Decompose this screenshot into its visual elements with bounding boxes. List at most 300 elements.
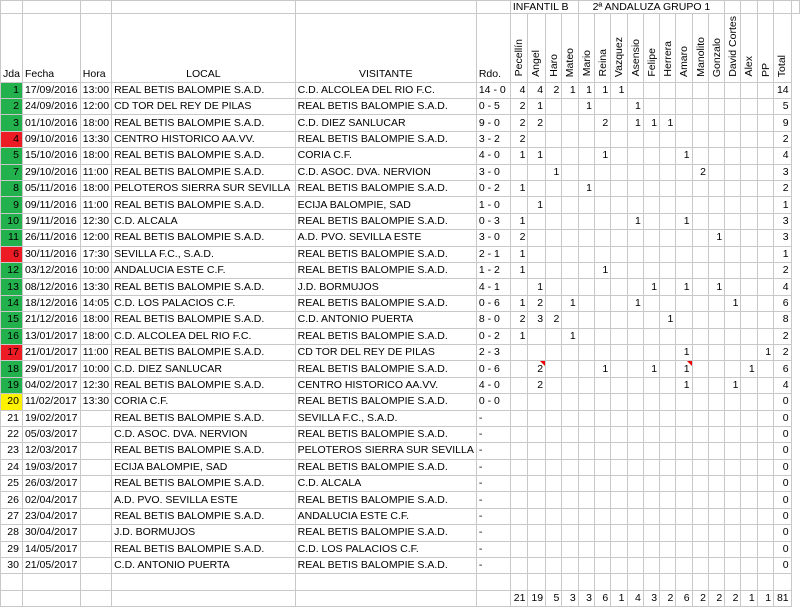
goal-cell[interactable] [643, 344, 659, 360]
jda-cell[interactable]: 19 [1, 377, 23, 393]
goal-cell[interactable] [594, 328, 610, 344]
jda-cell[interactable]: 23 [1, 443, 23, 459]
goal-cell[interactable] [562, 99, 578, 115]
visitante-cell[interactable]: REAL BETIS BALOMPIE S.A.D. [295, 181, 476, 197]
empty-cell[interactable] [476, 574, 510, 590]
header-rdo[interactable]: Rdo. [476, 14, 510, 83]
goal-cell[interactable] [562, 558, 578, 574]
goal-cell[interactable] [725, 213, 741, 229]
goal-cell[interactable]: 4 [528, 82, 546, 98]
jda-cell[interactable]: 4 [1, 131, 23, 147]
local-cell[interactable]: A.D. PVO. SEVILLA ESTE [112, 492, 296, 508]
goal-cell[interactable] [757, 525, 773, 541]
visitante-cell[interactable]: CORIA C.F. [295, 148, 476, 164]
header-visitante[interactable]: VISITANTE [295, 14, 476, 83]
goal-cell[interactable] [708, 344, 724, 360]
hora-cell[interactable]: 18:00 [80, 115, 111, 131]
goal-cell[interactable] [578, 492, 594, 508]
goal-cell[interactable] [676, 164, 692, 180]
goal-cell[interactable] [741, 312, 757, 328]
goal-cell[interactable] [594, 443, 610, 459]
goal-cell[interactable] [611, 115, 627, 131]
local-cell[interactable]: C.D. DIEZ SANLUCAR [112, 361, 296, 377]
player-total-cell[interactable]: 1 [611, 590, 627, 606]
goal-cell[interactable] [708, 148, 724, 164]
total-cell[interactable]: 0 [774, 492, 792, 508]
hora-cell[interactable]: 17:30 [80, 246, 111, 262]
goal-cell[interactable] [676, 246, 692, 262]
goal-cell[interactable] [660, 459, 676, 475]
goal-cell[interactable] [627, 426, 643, 442]
goal-cell[interactable] [725, 230, 741, 246]
player-total-cell[interactable]: 2 [660, 590, 676, 606]
visitante-cell[interactable]: REAL BETIS BALOMPIE S.A.D. [295, 361, 476, 377]
goal-cell[interactable] [578, 377, 594, 393]
goal-cell[interactable] [660, 164, 676, 180]
goal-cell[interactable] [546, 131, 562, 147]
visitante-cell[interactable]: C.D. DIEZ SANLUCAR [295, 115, 476, 131]
goal-cell[interactable] [528, 131, 546, 147]
total-cell[interactable]: 0 [774, 476, 792, 492]
goal-cell[interactable] [594, 492, 610, 508]
hora-cell[interactable]: 12:00 [80, 99, 111, 115]
player-total-cell[interactable]: 1 [741, 590, 757, 606]
goal-cell[interactable] [708, 492, 724, 508]
goal-cell[interactable] [708, 377, 724, 393]
goal-cell[interactable] [676, 492, 692, 508]
goal-cell[interactable]: 1 [676, 344, 692, 360]
goal-cell[interactable]: 1 [627, 295, 643, 311]
total-cell[interactable]: 0 [774, 443, 792, 459]
header-total[interactable] [774, 14, 792, 83]
goal-cell[interactable] [562, 263, 578, 279]
jda-cell[interactable]: 17 [1, 344, 23, 360]
goal-cell[interactable] [510, 492, 528, 508]
goal-cell[interactable] [611, 361, 627, 377]
fecha-cell[interactable]: 08/12/2016 [22, 279, 80, 295]
hora-cell[interactable] [80, 410, 111, 426]
player-total-cell[interactable]: 2 [708, 590, 724, 606]
goal-cell[interactable] [692, 525, 708, 541]
goal-cell[interactable]: 1 [676, 148, 692, 164]
goal-cell[interactable] [627, 312, 643, 328]
goal-cell[interactable] [725, 459, 741, 475]
goal-cell[interactable] [627, 361, 643, 377]
goal-cell[interactable] [757, 426, 773, 442]
visitante-cell[interactable]: REAL BETIS BALOMPIE S.A.D. [295, 525, 476, 541]
goal-cell[interactable] [562, 213, 578, 229]
goal-cell[interactable] [643, 476, 659, 492]
header-player[interactable] [594, 14, 610, 83]
goal-cell[interactable] [757, 558, 773, 574]
goal-cell[interactable]: 4 [510, 82, 528, 98]
visitante-cell[interactable]: C.D. ALCALA [295, 476, 476, 492]
goal-cell[interactable] [594, 197, 610, 213]
goal-cell[interactable] [528, 246, 546, 262]
goal-cell[interactable] [660, 263, 676, 279]
goal-cell[interactable] [562, 312, 578, 328]
goal-cell[interactable] [611, 377, 627, 393]
empty-cell[interactable] [611, 574, 627, 590]
header-player[interactable] [546, 14, 562, 83]
goal-cell[interactable] [643, 377, 659, 393]
goal-cell[interactable] [627, 164, 643, 180]
goal-cell[interactable] [546, 443, 562, 459]
goal-cell[interactable]: 1 [528, 279, 546, 295]
header-player[interactable] [627, 14, 643, 83]
empty-cell[interactable] [774, 574, 792, 590]
goal-cell[interactable]: 1 [708, 279, 724, 295]
visitante-cell[interactable]: REAL BETIS BALOMPIE S.A.D. [295, 328, 476, 344]
empty-cell[interactable] [510, 574, 528, 590]
goal-cell[interactable] [578, 459, 594, 475]
goal-cell[interactable] [676, 312, 692, 328]
fecha-cell[interactable]: 15/10/2016 [22, 148, 80, 164]
goal-cell[interactable] [741, 328, 757, 344]
goal-cell[interactable] [757, 361, 773, 377]
goal-cell[interactable] [627, 82, 643, 98]
goal-cell[interactable]: 1 [676, 279, 692, 295]
goal-cell[interactable] [528, 394, 546, 410]
goal-cell[interactable] [692, 99, 708, 115]
goal-cell[interactable] [741, 443, 757, 459]
visitante-cell[interactable]: ANDALUCIA ESTE C.F. [295, 508, 476, 524]
goal-cell[interactable] [725, 361, 741, 377]
jda-cell[interactable]: 10 [1, 213, 23, 229]
goal-cell[interactable] [708, 508, 724, 524]
empty-cell[interactable] [725, 1, 741, 14]
goal-cell[interactable] [741, 263, 757, 279]
fecha-cell[interactable]: 30/11/2016 [22, 246, 80, 262]
goal-cell[interactable] [676, 99, 692, 115]
empty-cell[interactable] [757, 1, 773, 14]
total-cell[interactable]: 2 [774, 181, 792, 197]
goal-cell[interactable] [578, 541, 594, 557]
rdo-cell[interactable]: 0 - 2 [476, 328, 510, 344]
goal-cell[interactable] [643, 558, 659, 574]
header-player[interactable] [708, 14, 724, 83]
total-cell[interactable]: 6 [774, 361, 792, 377]
goal-cell[interactable] [757, 459, 773, 475]
goal-cell[interactable]: 1 [660, 115, 676, 131]
empty-cell[interactable] [708, 574, 724, 590]
total-cell[interactable]: 14 [774, 82, 792, 98]
jda-cell[interactable]: 18 [1, 361, 23, 377]
goal-cell[interactable] [692, 426, 708, 442]
goal-cell[interactable] [562, 508, 578, 524]
empty-cell[interactable] [295, 574, 476, 590]
local-cell[interactable]: CD TOR DEL REY DE PILAS [112, 99, 296, 115]
goal-cell[interactable] [708, 558, 724, 574]
goal-cell[interactable]: 1 [528, 99, 546, 115]
hora-cell[interactable]: 13:30 [80, 131, 111, 147]
local-cell[interactable]: REAL BETIS BALOMPIE S.A.D. [112, 148, 296, 164]
goal-cell[interactable] [562, 148, 578, 164]
goal-cell[interactable] [660, 82, 676, 98]
goal-cell[interactable] [510, 476, 528, 492]
goal-cell[interactable]: 1 [708, 230, 724, 246]
fecha-cell[interactable]: 04/02/2017 [22, 377, 80, 393]
goal-cell[interactable] [510, 197, 528, 213]
goal-cell[interactable] [562, 377, 578, 393]
goal-cell[interactable] [611, 394, 627, 410]
goal-cell[interactable] [757, 295, 773, 311]
hora-cell[interactable]: 18:00 [80, 328, 111, 344]
goal-cell[interactable] [627, 279, 643, 295]
goal-cell[interactable] [741, 558, 757, 574]
rdo-cell[interactable]: 0 - 6 [476, 361, 510, 377]
local-cell[interactable]: REAL BETIS BALOMPIE S.A.D. [112, 279, 296, 295]
visitante-cell[interactable]: REAL BETIS BALOMPIE S.A.D. [295, 213, 476, 229]
goal-cell[interactable] [578, 131, 594, 147]
fecha-cell[interactable]: 21/01/2017 [22, 344, 80, 360]
goal-cell[interactable] [708, 541, 724, 557]
rdo-cell[interactable]: 9 - 0 [476, 115, 510, 131]
goal-cell[interactable] [528, 541, 546, 557]
goal-cell[interactable] [757, 115, 773, 131]
goal-cell[interactable] [660, 476, 676, 492]
goal-cell[interactable] [725, 410, 741, 426]
goal-cell[interactable] [692, 230, 708, 246]
goal-cell[interactable] [627, 508, 643, 524]
goal-cell[interactable] [741, 246, 757, 262]
goal-cell[interactable] [611, 99, 627, 115]
goal-cell[interactable] [741, 492, 757, 508]
goal-cell[interactable] [594, 246, 610, 262]
goal-cell[interactable] [725, 82, 741, 98]
goal-cell[interactable] [594, 476, 610, 492]
goal-cell[interactable] [757, 82, 773, 98]
visitante-cell[interactable]: C.D. ASOC. DVA. NERVION [295, 164, 476, 180]
hora-cell[interactable]: 10:00 [80, 263, 111, 279]
goal-cell[interactable] [643, 131, 659, 147]
rdo-cell[interactable]: 4 - 1 [476, 279, 510, 295]
hora-cell[interactable]: 14:05 [80, 295, 111, 311]
goal-cell[interactable] [578, 197, 594, 213]
goal-cell[interactable]: 1 [660, 312, 676, 328]
goal-cell[interactable] [741, 377, 757, 393]
goal-cell[interactable] [676, 131, 692, 147]
goal-cell[interactable] [578, 361, 594, 377]
goal-cell[interactable] [594, 181, 610, 197]
visitante-cell[interactable]: C.D. ANTONIO PUERTA [295, 312, 476, 328]
jda-cell[interactable]: 13 [1, 279, 23, 295]
fecha-cell[interactable]: 19/11/2016 [22, 213, 80, 229]
goal-cell[interactable] [692, 312, 708, 328]
goal-cell[interactable] [562, 164, 578, 180]
goal-cell[interactable] [741, 394, 757, 410]
goal-cell[interactable]: 1 [510, 246, 528, 262]
goal-cell[interactable] [757, 312, 773, 328]
goal-cell[interactable] [562, 115, 578, 131]
goal-cell[interactable] [594, 131, 610, 147]
goal-cell[interactable] [528, 344, 546, 360]
goal-cell[interactable] [578, 312, 594, 328]
goal-cell[interactable] [757, 246, 773, 262]
header-player[interactable] [757, 14, 773, 83]
goal-cell[interactable] [757, 230, 773, 246]
goal-cell[interactable] [660, 279, 676, 295]
fecha-cell[interactable]: 02/04/2017 [22, 492, 80, 508]
goal-cell[interactable] [594, 99, 610, 115]
goal-cell[interactable] [562, 426, 578, 442]
goal-cell[interactable] [546, 525, 562, 541]
goal-cell[interactable] [643, 197, 659, 213]
player-total-cell[interactable]: 3 [562, 590, 578, 606]
hora-cell[interactable] [80, 525, 111, 541]
goal-cell[interactable] [528, 263, 546, 279]
goal-cell[interactable] [757, 213, 773, 229]
goal-cell[interactable] [643, 426, 659, 442]
goal-cell[interactable] [643, 328, 659, 344]
goal-cell[interactable] [676, 459, 692, 475]
goal-cell[interactable] [528, 492, 546, 508]
header-player[interactable] [741, 14, 757, 83]
rdo-cell[interactable]: 3 - 0 [476, 164, 510, 180]
local-cell[interactable]: REAL BETIS BALOMPIE S.A.D. [112, 541, 296, 557]
visitante-cell[interactable]: REAL BETIS BALOMPIE S.A.D. [295, 426, 476, 442]
goal-cell[interactable] [708, 263, 724, 279]
visitante-cell[interactable]: REAL BETIS BALOMPIE S.A.D. [295, 459, 476, 475]
player-total-cell[interactable]: 2 [725, 590, 741, 606]
hora-cell[interactable]: 18:00 [80, 312, 111, 328]
goal-cell[interactable] [643, 295, 659, 311]
goal-cell[interactable]: 2 [510, 230, 528, 246]
goal-cell[interactable] [741, 295, 757, 311]
header-jda[interactable]: Jda [1, 14, 23, 83]
visitante-cell[interactable]: CENTRO HISTORICO AA.VV. [295, 377, 476, 393]
goal-cell[interactable] [562, 492, 578, 508]
goal-cell[interactable] [708, 328, 724, 344]
jda-cell[interactable]: 29 [1, 541, 23, 557]
hora-cell[interactable]: 10:00 [80, 361, 111, 377]
goal-cell[interactable] [627, 181, 643, 197]
goal-cell[interactable] [578, 148, 594, 164]
goal-cell[interactable] [708, 246, 724, 262]
goal-cell[interactable] [725, 426, 741, 442]
goal-cell[interactable] [676, 476, 692, 492]
goal-cell[interactable] [643, 181, 659, 197]
visitante-cell[interactable]: REAL BETIS BALOMPIE S.A.D. [295, 246, 476, 262]
local-cell[interactable]: CORIA C.F. [112, 394, 296, 410]
goal-cell[interactable] [692, 148, 708, 164]
local-cell[interactable]: C.D. ANTONIO PUERTA [112, 558, 296, 574]
visitante-cell[interactable]: J.D. BORMUJOS [295, 279, 476, 295]
goal-cell[interactable] [757, 410, 773, 426]
goal-cell[interactable] [708, 361, 724, 377]
goal-cell[interactable] [676, 295, 692, 311]
total-cell[interactable]: 3 [774, 230, 792, 246]
jda-cell[interactable]: 2 [1, 99, 23, 115]
goal-cell[interactable] [627, 328, 643, 344]
goal-cell[interactable] [562, 525, 578, 541]
goal-cell[interactable] [725, 115, 741, 131]
fecha-cell[interactable]: 01/10/2016 [22, 115, 80, 131]
goal-cell[interactable] [692, 394, 708, 410]
hora-cell[interactable]: 13:30 [80, 394, 111, 410]
goal-cell[interactable] [757, 476, 773, 492]
rdo-cell[interactable]: 2 - 3 [476, 344, 510, 360]
goal-cell[interactable] [611, 492, 627, 508]
goal-cell[interactable] [627, 246, 643, 262]
goal-cell[interactable] [627, 197, 643, 213]
goal-cell[interactable]: 1 [594, 82, 610, 98]
goal-cell[interactable] [708, 312, 724, 328]
goal-cell[interactable] [725, 99, 741, 115]
goal-cell[interactable] [578, 426, 594, 442]
goal-cell[interactable] [611, 164, 627, 180]
goal-cell[interactable] [692, 459, 708, 475]
goal-cell[interactable] [692, 558, 708, 574]
empty-cell[interactable] [1, 590, 23, 606]
hora-cell[interactable]: 11:00 [80, 344, 111, 360]
jda-cell[interactable]: 7 [1, 164, 23, 180]
goal-cell[interactable] [627, 230, 643, 246]
goal-cell[interactable] [708, 131, 724, 147]
goal-cell[interactable] [528, 558, 546, 574]
goal-cell[interactable] [692, 377, 708, 393]
goal-cell[interactable] [528, 443, 546, 459]
header-player[interactable] [578, 14, 594, 83]
rdo-cell[interactable]: - [476, 459, 510, 475]
goal-cell[interactable] [708, 115, 724, 131]
goal-cell[interactable] [660, 246, 676, 262]
empty-cell[interactable] [80, 1, 111, 14]
goal-cell[interactable]: 1 [594, 361, 610, 377]
fecha-cell[interactable]: 24/09/2016 [22, 99, 80, 115]
goal-cell[interactable] [611, 508, 627, 524]
goal-cell[interactable] [546, 459, 562, 475]
fecha-cell[interactable]: 29/10/2016 [22, 164, 80, 180]
goal-cell[interactable] [627, 459, 643, 475]
goal-cell[interactable] [546, 410, 562, 426]
goal-cell[interactable] [594, 558, 610, 574]
empty-cell[interactable] [692, 574, 708, 590]
goal-cell[interactable] [546, 295, 562, 311]
goal-cell[interactable] [627, 131, 643, 147]
empty-cell[interactable] [741, 1, 757, 14]
goal-cell[interactable] [725, 246, 741, 262]
fecha-cell[interactable]: 09/11/2016 [22, 197, 80, 213]
goal-cell[interactable] [741, 541, 757, 557]
goal-cell[interactable] [725, 394, 741, 410]
goal-cell[interactable] [594, 377, 610, 393]
goal-cell[interactable] [643, 164, 659, 180]
rdo-cell[interactable]: 0 - 3 [476, 213, 510, 229]
goal-cell[interactable] [676, 230, 692, 246]
goal-cell[interactable] [528, 328, 546, 344]
jda-cell[interactable]: 21 [1, 410, 23, 426]
goal-cell[interactable] [611, 246, 627, 262]
rdo-cell[interactable]: - [476, 525, 510, 541]
goal-cell[interactable] [757, 541, 773, 557]
goal-cell[interactable] [741, 213, 757, 229]
goal-cell[interactable] [725, 443, 741, 459]
goal-cell[interactable]: 1 [562, 328, 578, 344]
goal-cell[interactable]: 1 [578, 82, 594, 98]
goal-cell[interactable] [757, 443, 773, 459]
goal-cell[interactable] [741, 230, 757, 246]
goal-cell[interactable] [546, 541, 562, 557]
goal-cell[interactable]: 1 [562, 82, 578, 98]
goal-cell[interactable] [611, 312, 627, 328]
empty-cell[interactable] [112, 574, 296, 590]
goal-cell[interactable] [562, 230, 578, 246]
player-total-cell[interactable]: 5 [546, 590, 562, 606]
goal-cell[interactable] [546, 246, 562, 262]
goal-cell[interactable] [643, 459, 659, 475]
goal-cell[interactable] [676, 525, 692, 541]
